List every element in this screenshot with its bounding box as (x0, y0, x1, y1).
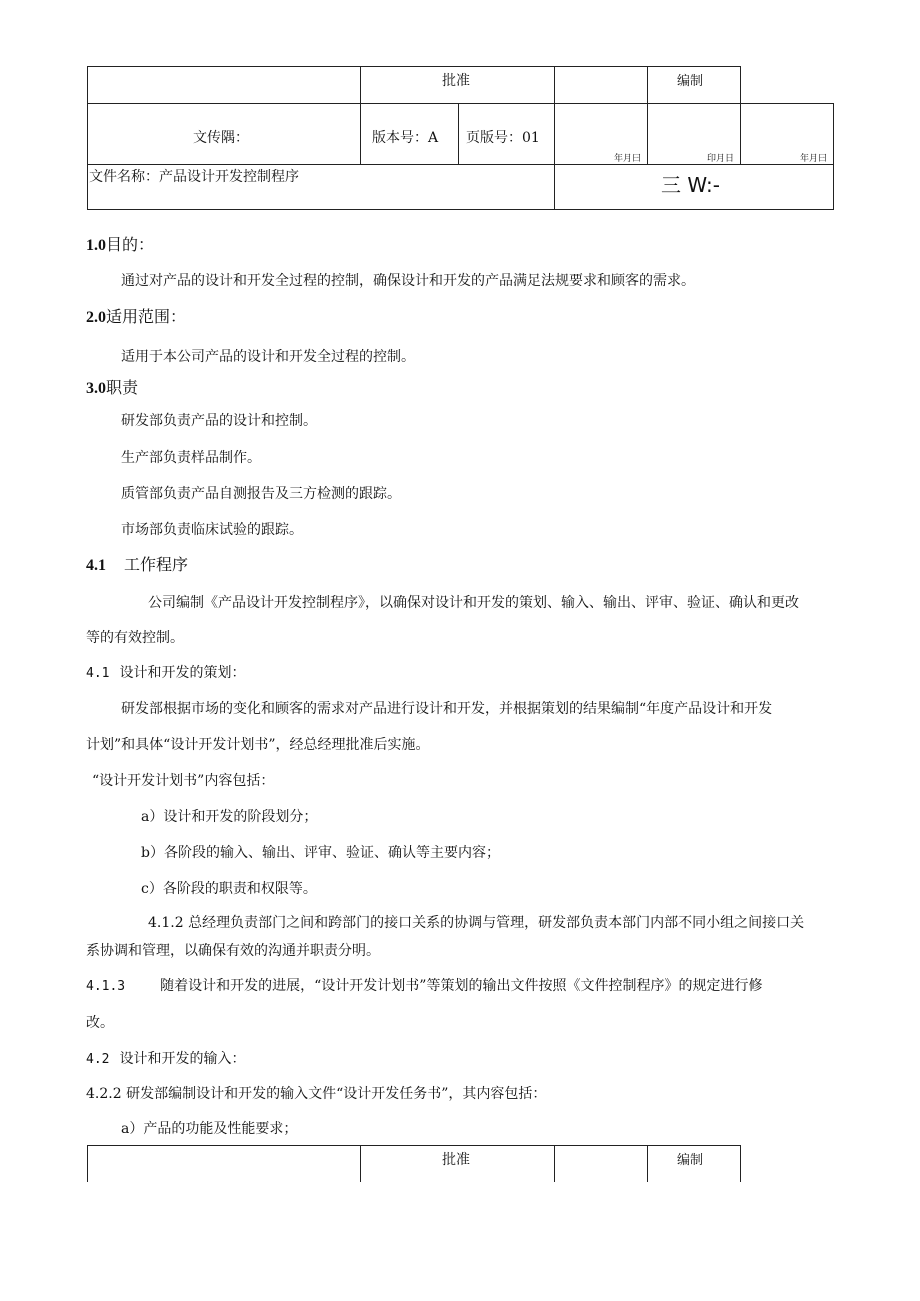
list-item: a）产品的功能及性能要求； (121, 1121, 298, 1137)
paragraph: 等的有效控制。 (86, 630, 184, 646)
subsection-number: 4.1 (86, 666, 110, 681)
table-border (87, 103, 833, 104)
doc-distribution-label: 文传隅： (193, 130, 249, 146)
paragraph: 计划”和具体“设计开发计划书”，经总经理批准后实施。 (86, 737, 430, 753)
paragraph: 研发部根据市场的变化和顾客的需求对产品进行设计和开发，并根据策划的结果编制“年度产品设计和开发 (121, 701, 773, 717)
paragraph-text: 随着设计和开发的进展，“设计开发计划书”等策划的输出文件按照《文件控制程序》的规定进行修 (160, 978, 763, 994)
list-item: 生产部负责样品制作。 (121, 450, 261, 466)
table-border (740, 66, 741, 164)
list-item: c）各阶段的职责和权限等。 (141, 881, 317, 897)
date-label: 年月曰 (800, 154, 828, 164)
section-number: 2.0 (86, 309, 106, 326)
list-item: 研发部负责产品的设计和控制。 (121, 413, 317, 429)
table-border (87, 1145, 88, 1182)
table-border (87, 1145, 740, 1146)
table-border (647, 66, 648, 164)
section-2-heading (86, 304, 186, 327)
section-title: 目的： (106, 235, 155, 254)
document-code: 三 W:- (661, 173, 720, 197)
section-3-heading (86, 375, 138, 398)
table-border (458, 103, 459, 164)
table-border (554, 66, 555, 210)
section-title: 职责 (106, 378, 139, 397)
section-number: 4.1 (86, 557, 106, 574)
paragraph: 系协调和管理，以确保有效的沟通并职责分明。 (86, 943, 380, 959)
approve-label: 批准 (442, 1152, 470, 1168)
table-border (833, 103, 834, 210)
compile-label: 编制 (677, 1153, 704, 1168)
page-version-label: 页版号：01 (466, 130, 540, 146)
table-border (647, 1145, 648, 1182)
table-border (740, 1145, 741, 1182)
table-border (87, 66, 740, 67)
subsection-heading (86, 1048, 245, 1068)
subsection-title: 设计和开发的输入： (119, 1051, 246, 1067)
list-item: 市场部负责临床试验的跟踪。 (121, 522, 303, 538)
list-item: 质管部负责产品自测报告及三方检测的跟踪。 (121, 486, 401, 502)
section-1-heading (86, 232, 154, 255)
paragraph: 改。 (86, 1015, 114, 1031)
table-border (87, 164, 833, 165)
date-label: 年月曰 (614, 154, 642, 164)
table-border (554, 1145, 555, 1182)
section-1-text: 通过对产品的设计和开发全过程的控制，确保设计和开发的产品满足法规要求和顾客的需求。 (121, 273, 695, 289)
table-border (360, 66, 361, 164)
section-title: 工作程序 (124, 555, 189, 574)
version-label: 版本号：A (372, 130, 439, 146)
paragraph: 4.2.2 研发部编制设计和开发的输入文件“设计开发任务书”，其内容包括： (86, 1086, 547, 1102)
paragraph: 公司编制《产品设计开发控制程序》，以确保对设计和开发的策划、输入、输出、评审、验证、确认和更改 (148, 595, 799, 611)
section-number: 3.0 (86, 380, 106, 397)
file-name: 文件名称：产品设计开发控制程序 (89, 169, 299, 185)
compile-label: 编制 (677, 74, 704, 89)
subsection-heading (86, 662, 245, 682)
table-border (87, 209, 833, 210)
approve-label: 批准 (442, 73, 470, 89)
section-title: 适用范围： (106, 307, 187, 326)
table-border (360, 1145, 361, 1182)
paragraph: “设计开发计划书”内容包括： (92, 773, 275, 789)
table-border (87, 66, 88, 210)
list-item: b）各阶段的输入、输出、评审、验证、确认等主要内容； (141, 845, 500, 861)
section-4-heading (86, 552, 188, 575)
paragraph (86, 975, 762, 995)
paragraph: 4.1.2 总经理负责部门之间和跨部门的接口关系的协调与管理，研发部负责本部门内部不同小组之间接口关 (148, 915, 805, 931)
subsection-title: 设计和开发的策划： (119, 665, 246, 681)
section-number: 1.0 (86, 237, 106, 254)
subsection-number: 4.2 (86, 1052, 110, 1067)
date-label: 印月日 (707, 154, 735, 164)
list-item: a）设计和开发的阶段划分； (141, 809, 318, 825)
subsection-number: 4.1.3 (86, 979, 126, 994)
section-2-text: 适用于本公司产品的设计和开发全过程的控制。 (121, 349, 415, 365)
